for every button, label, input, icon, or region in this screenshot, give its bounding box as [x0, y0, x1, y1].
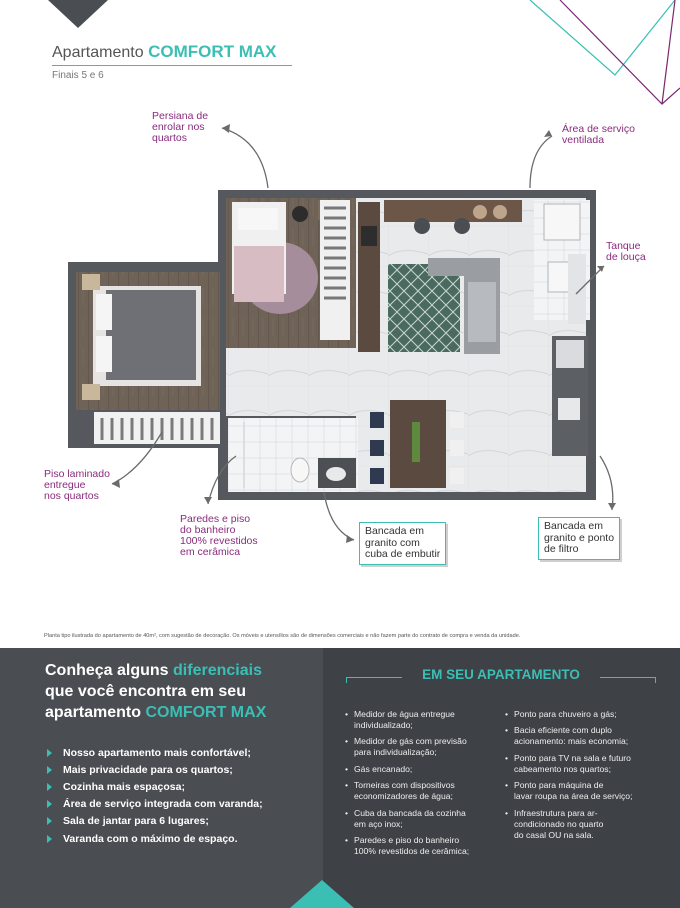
callout-piso-laminado: Piso laminado entregue nos quartos — [44, 468, 110, 502]
list-item: • Medidor de gás com previsão para individualização; — [342, 736, 504, 758]
features-list-left — [342, 709, 504, 862]
list-item: • Gás encanado; — [342, 764, 504, 775]
callout-paredes-banheiro: Paredes e piso do banheiro 100% revestidos em cerâmica — [180, 513, 258, 558]
triangle-bullet-icon — [47, 817, 52, 825]
title-underline — [52, 65, 292, 66]
plan-footnote: Planta tipo ilustrada do apartamento de 40m², com sugestão de decoração. Os móveis e utensílios são de dimensões comerciais e não fazem parte do contrato de compra e venda da unidade. — [44, 633, 521, 639]
features-title-text: EM SEU APARTAMENTO — [422, 667, 580, 682]
headline-line1: Conheça alguns — [45, 662, 169, 679]
triangle-bullet-icon — [47, 800, 52, 808]
bottom-triangle — [290, 880, 354, 908]
list-item: • Infraestrutura para ar- condicionado no quarto do casal OU na sala. — [502, 808, 672, 841]
headline-line2: que você encontra em seu — [45, 683, 246, 700]
triangle-bullet-icon — [47, 749, 52, 757]
callout-area-servico: Área de serviço ventilada — [562, 123, 635, 146]
list-item — [45, 778, 263, 795]
differentials-list — [45, 744, 263, 847]
floor-plan — [68, 186, 598, 500]
callout-bancada-cuba: Bancada em granito com cuba de embutir — [359, 522, 446, 565]
features-list-right — [502, 709, 672, 846]
list-item — [45, 744, 263, 761]
page-title — [52, 42, 277, 62]
differentials-headline — [45, 660, 315, 723]
list-item-text: Cozinha mais espaçosa; — [63, 780, 185, 793]
list-item: • Ponto para TV na sala e futuro cabeamento nos quartos; — [502, 753, 672, 775]
list-item-text: Varanda com o máximo de espaço. — [63, 832, 238, 845]
triangle-bullet-icon — [47, 783, 52, 791]
list-item-text: Mais privacidade para os quartos; — [63, 763, 233, 776]
list-item-text: Sala de jantar para 6 lugares; — [63, 815, 209, 828]
header-triangle — [48, 0, 108, 28]
triangle-bullet-icon — [47, 766, 52, 774]
list-item — [45, 813, 263, 830]
list-item: • Paredes e piso do banheiro 100% revestidos de cerâmica; — [342, 835, 504, 857]
headline-accent2: COMFORT MAX — [145, 704, 267, 721]
list-item: • Medidor de água entregue individualizado; — [342, 709, 504, 731]
decorative-lines — [400, 0, 680, 110]
list-item — [45, 761, 263, 778]
page-subtitle: Finais 5 e 6 — [52, 70, 104, 81]
title-accent: COMFORT MAX — [148, 42, 277, 61]
callout-tanque: Tanque de louça — [606, 240, 646, 263]
headline-accent1: diferenciais — [173, 662, 262, 679]
list-item: • Torneiras com dispositivos economizadores de água; — [342, 780, 504, 802]
headline-line3: apartamento — [45, 704, 142, 721]
list-item: • Ponto para chuveiro a gás; — [502, 709, 672, 720]
list-item: • Bacia eficiente com duplo acionamento: mais economia; — [502, 725, 672, 747]
list-item-text: Área de serviço integrada com varanda; — [63, 798, 263, 811]
features-title — [346, 667, 656, 689]
list-item — [45, 830, 263, 847]
title-prefix: Apartamento — [52, 44, 144, 61]
list-item — [45, 796, 263, 813]
list-item: • Cuba da bancada da cozinha em aço inox; — [342, 808, 504, 830]
list-item-text: Nosso apartamento mais confortável; — [63, 746, 251, 759]
callout-bancada-filtro: Bancada em granito e ponto de filtro — [538, 517, 620, 560]
list-item: • Ponto para máquina de lavar roupa na área de serviço; — [502, 780, 672, 802]
triangle-bullet-icon — [47, 835, 52, 843]
callout-persiana: Persiana de enrolar nos quartos — [152, 110, 209, 144]
